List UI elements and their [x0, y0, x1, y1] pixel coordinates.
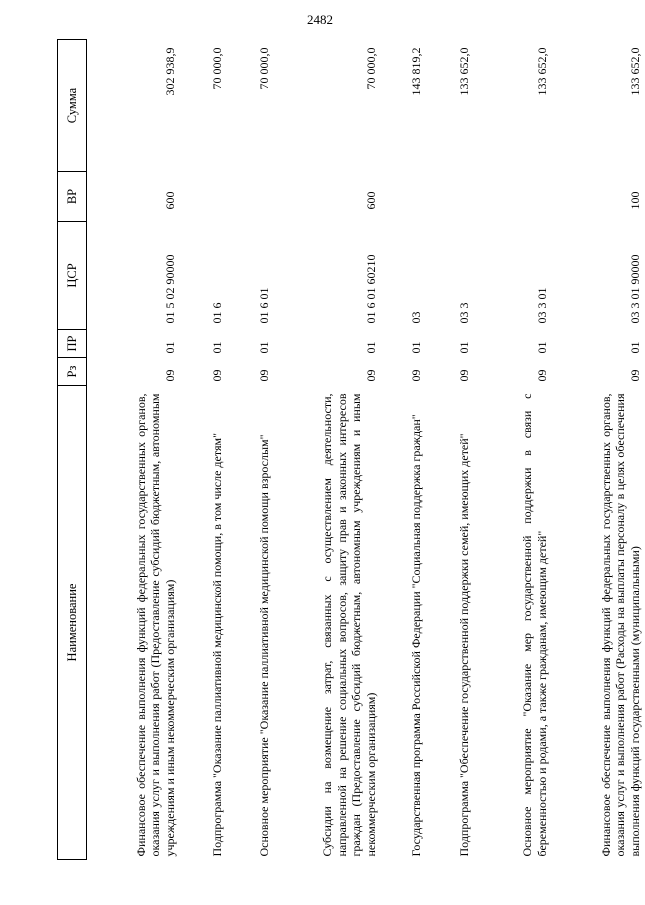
row-pr: 01 [408, 341, 423, 354]
header-vr: ВР [58, 172, 87, 222]
row-sum: 70 000,0 [256, 47, 271, 90]
row-csr: 01 6 01 [256, 287, 271, 324]
row-rz: 09 [627, 369, 642, 382]
row-name: Субсидии на возмещение затрат, связанных с осуществлением деятельности, направленной на решение социальных вопросов, защиту прав и законных интересов граждан (Предоставление субсидий бюджетным, автономным учреждениям и иным некоммерческим организациям) [320, 393, 378, 857]
row-sum: 143 819,2 [408, 47, 423, 96]
header-sum: Сумма [58, 40, 87, 172]
row-pr: 01 [627, 341, 642, 354]
row-rz: 09 [256, 369, 271, 382]
row-sum: 70 000,0 [363, 47, 378, 90]
row-vr: 600 [162, 191, 177, 210]
budget-table [57, 39, 645, 860]
row-pr: 01 [162, 341, 177, 354]
row-pr: 01 [256, 341, 271, 354]
row-name: Подпрограмма "Оказание паллиативной медицинской помощи, в том числе детям" [209, 433, 224, 857]
table-row [552, 40, 645, 860]
header-name: Наименование [58, 386, 87, 860]
table-row [180, 40, 227, 860]
row-rz: 09 [456, 369, 471, 382]
table-row [426, 40, 474, 860]
row-name: Основное мероприятие "Оказание мер государственной поддержки в связи с беременностью и родами, а также гражданам, имеющим детей" [520, 393, 549, 857]
header-rz: Рз [58, 358, 87, 386]
row-vr [227, 172, 274, 222]
row-vr [381, 172, 426, 222]
row-name: Подпрограмма "Обеспечение государственной поддержки семей, имеющих детей" [456, 433, 471, 857]
row-pr: 01 [534, 341, 549, 354]
table-row [274, 40, 381, 860]
row-vr [180, 172, 227, 222]
row-name: Финансовое обеспечение выполнения функций федеральных государственных органов, оказания услуг и выполнения работ (Предоставление субсидий бюджетным, автономным учреждениям и иным некоммерческим организациям) [133, 393, 177, 857]
row-csr: 03 3 [456, 302, 471, 324]
row-csr: 01 6 01 60210 [363, 254, 378, 324]
row-rz: 09 [162, 369, 177, 382]
row-pr: 01 [363, 341, 378, 354]
row-csr: 03 3 01 90000 [627, 254, 642, 324]
row-rz: 09 [363, 369, 378, 382]
row-vr [426, 172, 474, 222]
row-sum: 302 938,9 [162, 47, 177, 96]
budget-table-rotated [57, 40, 642, 860]
row-vr: 600 [363, 191, 378, 210]
row-pr: 01 [456, 341, 471, 354]
page-number: 2482 [307, 12, 333, 27]
row-rz: 09 [209, 369, 224, 382]
row-sum: 70 000,0 [209, 47, 224, 90]
row-csr: 01 5 02 90000 [162, 254, 177, 324]
row-vr: 100 [627, 191, 642, 210]
row-csr: 01 6 [209, 302, 224, 324]
row-rz: 09 [408, 369, 423, 382]
row-name: Финансовое обеспечение выполнения функций федеральных государственных органов, оказания услуг и выполнения работ (Расходы на выплаты персоналу в целях обеспечения выполнения функций государственными (муниципальными) [598, 393, 642, 857]
row-rz: 09 [534, 369, 549, 382]
row-name: Основное мероприятие "Оказание паллиативной медицинской помощи взрослым" [256, 434, 271, 857]
table-header-row [58, 40, 87, 860]
row-pr: 01 [209, 341, 224, 354]
row-csr: 03 [408, 311, 423, 324]
row-sum: 133 652,0 [534, 47, 549, 96]
header-pr: ПР [58, 330, 87, 358]
row-csr: 03 3 01 [534, 287, 549, 324]
table-row [381, 40, 426, 860]
row-sum: 133 652,0 [627, 47, 642, 96]
table-row [227, 40, 274, 860]
table-row [87, 40, 180, 860]
table-row [474, 40, 552, 860]
header-csr: ЦСР [58, 222, 87, 330]
row-sum: 133 652,0 [456, 47, 471, 96]
row-name: Государственная программа Российской Федерации "Социальная поддержка граждан" [408, 414, 423, 857]
row-vr [474, 172, 552, 222]
